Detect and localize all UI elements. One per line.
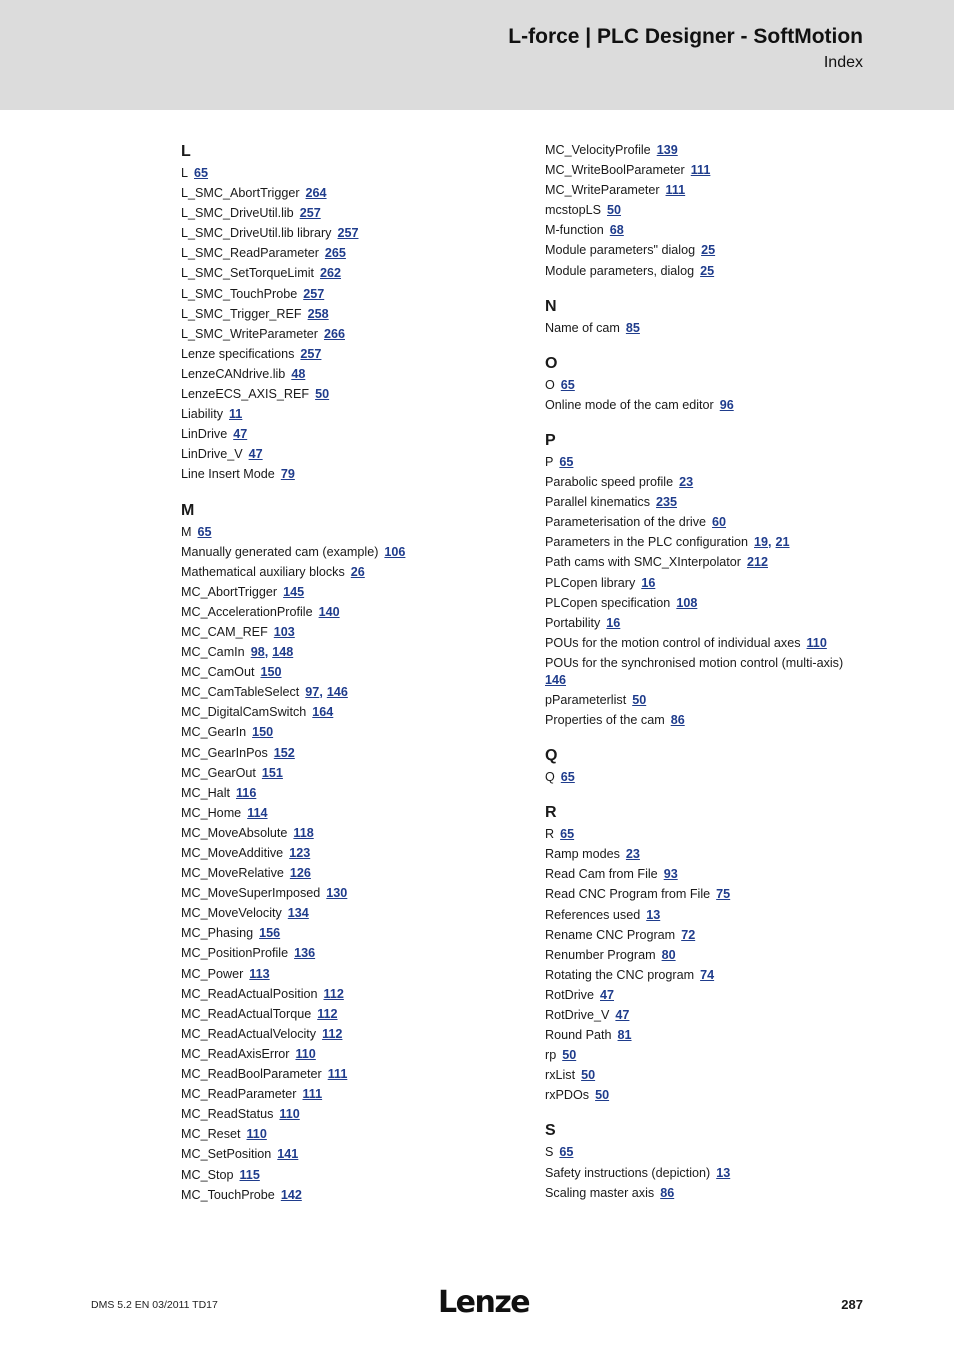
page-link[interactable]: 118 xyxy=(293,825,314,840)
lenze-logo: Lenze xyxy=(438,1285,530,1320)
page-link[interactable]: 212 xyxy=(746,555,768,570)
page-link[interactable]: 111 xyxy=(327,1067,348,1082)
page-link[interactable]: 257 xyxy=(299,206,321,221)
index-entry xyxy=(181,1064,521,1084)
index-entry xyxy=(545,985,875,1005)
index-term: PLCopen specification xyxy=(545,595,671,610)
page-link[interactable]: 257 xyxy=(337,226,359,241)
index-entry xyxy=(545,767,875,787)
index-entry xyxy=(181,1044,521,1064)
page-link[interactable]: 112 xyxy=(323,986,344,1001)
page-link[interactable]: 142 xyxy=(280,1187,302,1202)
index-term: MC_WriteParameter xyxy=(545,183,660,198)
page-link[interactable]: 262 xyxy=(320,266,342,281)
page-link[interactable]: 16 xyxy=(606,615,621,630)
page-link[interactable]: 134 xyxy=(287,906,309,921)
page-link[interactable]: 47 xyxy=(248,447,263,462)
page-link[interactable]: 50 xyxy=(562,1048,577,1063)
index-term: MC_Home xyxy=(181,805,242,820)
index-entry xyxy=(545,690,875,710)
page-link[interactable]: 151 xyxy=(261,765,283,780)
page-link[interactable]: 47 xyxy=(600,987,615,1002)
index-term: MC_VelocityProfile xyxy=(545,143,651,157)
page-link[interactable]: 65 xyxy=(560,827,575,842)
index-term: MC_DigitalCamSwitch xyxy=(181,705,307,720)
index-entry xyxy=(181,304,521,324)
index-term: M-function xyxy=(545,223,604,238)
page-link[interactable]: 116 xyxy=(236,785,257,800)
page-link[interactable]: 148 xyxy=(272,645,294,660)
index-term: LinDrive_V xyxy=(181,447,243,462)
index-letter-heading: R xyxy=(545,804,557,822)
index-entry xyxy=(545,200,875,220)
index-term: POUs for the synchronised motion control (multi-axis) xyxy=(545,655,844,670)
page-link[interactable]: 130 xyxy=(326,886,348,901)
index-term: L xyxy=(181,166,189,180)
index-term: Q xyxy=(545,770,555,785)
page-link[interactable]: 139 xyxy=(656,143,678,157)
index-term: L_SMC_SetTorqueLimit xyxy=(181,266,314,281)
page-link[interactable]: 75 xyxy=(716,887,731,902)
index-entry xyxy=(545,180,875,200)
page-link[interactable]: 257 xyxy=(303,286,325,301)
page-link[interactable]: 108 xyxy=(676,595,698,610)
page-link[interactable]: 265 xyxy=(324,246,346,261)
index-letter-heading: L xyxy=(181,143,191,160)
index-term: pParameterlist xyxy=(545,692,627,707)
page-link[interactable]: 114 xyxy=(247,805,268,820)
index-entry xyxy=(545,375,875,395)
page-link[interactable]: 103 xyxy=(273,624,295,639)
index-entry xyxy=(545,552,875,572)
page-link[interactable]: 258 xyxy=(307,306,329,321)
index-term: MC_ReadStatus xyxy=(181,1107,274,1122)
page-link[interactable]: 47 xyxy=(615,1008,630,1022)
index-term: MC_WriteBoolParameter xyxy=(545,163,685,178)
page-separator: , xyxy=(768,535,772,550)
index-term: MC_TouchProbe xyxy=(181,1187,275,1202)
index-term: Rotating the CNC program xyxy=(545,967,695,982)
index-entry xyxy=(545,573,875,593)
index-term: MC_CamOut xyxy=(181,665,255,680)
page-link[interactable]: 65 xyxy=(559,1145,574,1160)
page-link[interactable]: 110 xyxy=(295,1046,316,1061)
index-term: S xyxy=(545,1145,554,1160)
page-link[interactable]: 110 xyxy=(806,635,827,650)
index-entry xyxy=(181,843,521,863)
index-term: Scaling master axis xyxy=(545,1185,655,1200)
index-entry xyxy=(545,1085,875,1105)
index-term: mcstopLS xyxy=(545,203,601,218)
index-term: MC_CamIn xyxy=(181,645,245,660)
index-term: RotDrive_V xyxy=(545,1008,610,1022)
index-entry xyxy=(545,965,875,985)
page-link[interactable]: 23 xyxy=(625,847,640,862)
index-term: P xyxy=(545,454,554,469)
index-letter-heading: N xyxy=(545,297,557,315)
index-term: Round Path xyxy=(545,1028,612,1043)
page-link[interactable]: 106 xyxy=(384,544,406,559)
index-entry xyxy=(545,1163,875,1183)
page-link[interactable]: 111 xyxy=(665,183,686,198)
index-term: Module parameters, dialog xyxy=(545,263,695,278)
index-entry xyxy=(545,925,875,945)
index-entry xyxy=(181,404,521,424)
page-link[interactable]: 150 xyxy=(252,725,274,740)
index-entry xyxy=(181,903,521,923)
page-link[interactable]: 72 xyxy=(681,927,696,942)
index-term: MC_GearInPos xyxy=(181,745,268,760)
index-term: LenzeCANdrive.lib xyxy=(181,366,286,381)
index-entry xyxy=(181,943,521,963)
page-link[interactable]: 235 xyxy=(656,495,678,510)
page-link[interactable]: 13 xyxy=(716,1165,731,1180)
index-entry xyxy=(545,710,875,730)
index-entry xyxy=(545,452,875,472)
index-entry xyxy=(545,653,875,690)
page-link[interactable]: 50 xyxy=(595,1088,610,1103)
index-term: Path cams with SMC_XInterpolator xyxy=(545,555,741,570)
page-link[interactable]: 112 xyxy=(317,1006,338,1021)
document-title: L-force | PLC Designer - SoftMotion xyxy=(508,25,863,48)
index-entry xyxy=(181,743,521,763)
index-term: MC_MoveRelative xyxy=(181,866,284,881)
index-entry xyxy=(181,722,521,742)
index-entry xyxy=(181,1165,521,1185)
page-link[interactable]: 81 xyxy=(617,1028,632,1043)
index-term: MC_Phasing xyxy=(181,926,254,941)
page-link[interactable]: 65 xyxy=(559,454,574,469)
page-link[interactable]: 97 xyxy=(305,685,320,700)
index-entry xyxy=(181,883,521,903)
index-term: Read CNC Program from File xyxy=(545,887,711,902)
index-entry xyxy=(181,522,521,542)
index-term: MC_Halt xyxy=(181,785,230,800)
page-link[interactable]: 65 xyxy=(197,524,212,539)
index-term: Name of cam xyxy=(545,320,620,335)
page-link[interactable]: 13 xyxy=(646,907,661,922)
index-letter-heading: O xyxy=(545,354,558,372)
index-term: LinDrive xyxy=(181,427,228,442)
page-link[interactable]: 50 xyxy=(581,1068,596,1083)
index-entry xyxy=(181,562,521,582)
index-entry xyxy=(181,464,521,484)
index-entry xyxy=(545,633,875,653)
page-link[interactable]: 140 xyxy=(318,604,340,619)
index-entry xyxy=(181,444,521,464)
index-entry xyxy=(181,1104,521,1124)
index-entry xyxy=(181,284,521,304)
index-term: Portability xyxy=(545,615,601,630)
page-link[interactable]: 141 xyxy=(277,1147,299,1162)
index-entry xyxy=(545,160,875,180)
index-term: L_SMC_ReadParameter xyxy=(181,246,319,261)
index-entry xyxy=(181,183,521,203)
page-link[interactable]: 266 xyxy=(323,326,345,341)
index-term: Manually generated cam (example) xyxy=(181,544,379,559)
index-entry xyxy=(181,923,521,943)
index-term: Renumber Program xyxy=(545,947,656,962)
index-entry xyxy=(181,642,521,662)
index-entry xyxy=(181,364,521,384)
index-entry xyxy=(181,783,521,803)
page-link[interactable]: 11 xyxy=(229,407,243,422)
index-entry xyxy=(545,824,875,844)
page-link[interactable]: 65 xyxy=(560,377,575,392)
index-term: MC_ReadParameter xyxy=(181,1087,297,1102)
index-entry xyxy=(545,1025,875,1045)
page-link[interactable]: 85 xyxy=(625,320,640,335)
index-term: LenzeECS_AXIS_REF xyxy=(181,387,310,402)
index-term: MC_MoveAdditive xyxy=(181,846,284,860)
index-entry xyxy=(545,905,875,925)
index-term: MC_ReadActualVelocity xyxy=(181,1026,317,1041)
page-link[interactable]: 74 xyxy=(700,967,715,982)
index-entry xyxy=(545,1005,875,1025)
page-link[interactable]: 264 xyxy=(305,186,327,201)
index-entry xyxy=(545,844,875,864)
index-letter-heading: S xyxy=(545,1122,556,1140)
index-term: PLCopen library xyxy=(545,575,636,590)
page-link[interactable]: 136 xyxy=(294,946,316,961)
page-link[interactable]: 86 xyxy=(670,712,685,727)
page-link[interactable]: 111 xyxy=(302,1087,323,1102)
index-entry xyxy=(545,532,875,552)
index-letter-heading: M xyxy=(181,501,195,519)
page-link[interactable]: 50 xyxy=(607,203,622,218)
section-title: Index xyxy=(823,54,863,71)
page-link[interactable]: 156 xyxy=(259,926,281,941)
index-entry xyxy=(545,512,875,532)
index-entry xyxy=(545,472,875,492)
index-entry xyxy=(181,263,521,283)
index-term: R xyxy=(545,827,555,842)
index-term: MC_Reset xyxy=(181,1127,241,1142)
index-entry xyxy=(545,1142,875,1162)
index-entry xyxy=(181,1185,521,1205)
index-term: L_SMC_TouchProbe xyxy=(181,286,298,301)
index-term: MC_AccelerationProfile xyxy=(181,604,313,619)
page-header xyxy=(0,0,954,110)
index-term: MC_MoveSuperImposed xyxy=(181,886,321,901)
index-entry xyxy=(181,1124,521,1144)
index-term: L_SMC_AbortTrigger xyxy=(181,186,300,201)
index-entry xyxy=(181,163,521,183)
page-link[interactable]: 65 xyxy=(194,166,209,180)
index-term: L_SMC_DriveUtil.lib xyxy=(181,206,294,221)
page-link[interactable]: 68 xyxy=(609,223,624,238)
index-term: rxList xyxy=(545,1068,576,1083)
index-term: RotDrive xyxy=(545,987,594,1002)
index-term: Parabolic speed profile xyxy=(545,475,674,490)
index-entry xyxy=(181,803,521,823)
page-link[interactable]: 86 xyxy=(660,1185,675,1200)
index-entry xyxy=(545,318,875,338)
index-entry xyxy=(545,884,875,904)
page-link[interactable]: 115 xyxy=(239,1167,260,1182)
index-entry xyxy=(181,1144,521,1164)
index-entry xyxy=(545,240,875,260)
index-term: Properties of the cam xyxy=(545,712,665,727)
page-link[interactable]: 123 xyxy=(289,846,311,860)
index-term: MC_ReadActualTorque xyxy=(181,1006,312,1021)
page-link[interactable]: 79 xyxy=(280,467,295,482)
index-term: Mathematical auxiliary blocks xyxy=(181,564,345,579)
page-link[interactable]: 19 xyxy=(754,535,769,550)
index-term: MC_GearIn xyxy=(181,725,247,740)
page-link[interactable]: 110 xyxy=(279,1107,300,1122)
index-entry xyxy=(181,203,521,223)
index-term: Liability xyxy=(181,407,223,422)
page-link[interactable]: 257 xyxy=(300,346,322,361)
index-entry xyxy=(545,593,875,613)
index-entry xyxy=(181,582,521,602)
index-term: MC_ReadActualPosition xyxy=(181,986,318,1001)
index-term: O xyxy=(545,377,555,392)
index-entry xyxy=(181,424,521,444)
index-term: References used xyxy=(545,907,641,922)
page-link[interactable]: 110 xyxy=(246,1127,267,1142)
index-entry xyxy=(181,863,521,883)
page-link[interactable]: 50 xyxy=(632,692,647,707)
index-column-right xyxy=(545,140,875,1203)
page-link[interactable]: 152 xyxy=(273,745,295,760)
page-link[interactable]: 25 xyxy=(701,243,716,258)
index-entry xyxy=(181,602,521,622)
index-letter-heading: P xyxy=(545,431,556,449)
index-column-left xyxy=(181,140,521,1205)
page-link[interactable]: 145 xyxy=(283,584,305,599)
index-entry xyxy=(545,492,875,512)
index-entry xyxy=(181,324,521,344)
index-entry xyxy=(181,344,521,364)
index-term: Lenze specifications xyxy=(181,346,295,361)
page-link[interactable]: 146 xyxy=(326,685,348,700)
index-term: MC_Stop xyxy=(181,1167,234,1182)
page-link[interactable]: 21 xyxy=(775,535,790,550)
index-term: MC_PositionProfile xyxy=(181,946,289,961)
index-entry xyxy=(181,1084,521,1104)
index-entry xyxy=(181,384,521,404)
page-link[interactable]: 150 xyxy=(260,665,282,680)
index-entry xyxy=(181,763,521,783)
page-separator: , xyxy=(264,645,269,660)
index-entry xyxy=(181,622,521,642)
index-entry xyxy=(181,1004,521,1024)
index-entry xyxy=(181,662,521,682)
page-link[interactable]: 47 xyxy=(233,427,248,442)
index-entry xyxy=(181,702,521,722)
index-term: MC_AbortTrigger xyxy=(181,584,278,599)
page-link[interactable]: 26 xyxy=(350,564,365,579)
index-term: MC_Power xyxy=(181,966,244,981)
page-link[interactable]: 113 xyxy=(249,966,270,981)
index-entry xyxy=(181,243,521,263)
index-term: Line Insert Mode xyxy=(181,467,275,482)
index-entry xyxy=(545,1065,875,1085)
page-separator: , xyxy=(319,685,323,700)
index-entry xyxy=(181,984,521,1004)
index-entry xyxy=(181,823,521,843)
index-term: Module parameters" dialog xyxy=(545,243,696,258)
index-term: Parameterisation of the drive xyxy=(545,515,707,530)
page-link[interactable]: 48 xyxy=(291,366,306,381)
index-term: Ramp modes xyxy=(545,847,620,862)
page-link[interactable]: 60 xyxy=(712,515,727,530)
index-entry xyxy=(181,682,521,702)
page-link[interactable]: 23 xyxy=(679,475,694,490)
page-link[interactable]: 93 xyxy=(663,867,678,882)
index-entry xyxy=(545,613,875,633)
index-term: MC_ReadBoolParameter xyxy=(181,1067,322,1082)
index-term: L_SMC_Trigger_REF xyxy=(181,306,302,321)
page-link[interactable]: 126 xyxy=(289,866,311,881)
index-term: Read Cam from File xyxy=(545,867,658,882)
index-term: Online mode of the cam editor xyxy=(545,397,714,412)
index-term: rxPDOs xyxy=(545,1088,590,1103)
index-term: MC_CamTableSelect xyxy=(181,685,300,700)
index-entry xyxy=(545,261,875,281)
page-link[interactable]: 65 xyxy=(560,770,575,785)
page-link[interactable]: 96 xyxy=(719,397,734,412)
index-entry xyxy=(181,223,521,243)
index-entry xyxy=(545,220,875,240)
index-term: rp xyxy=(545,1048,557,1063)
page-link[interactable]: 112 xyxy=(322,1026,343,1041)
index-term: MC_MoveAbsolute xyxy=(181,825,288,840)
index-entry xyxy=(545,1045,875,1065)
index-term: Parameters in the PLC configuration xyxy=(545,535,749,550)
page-link[interactable]: 16 xyxy=(641,575,656,590)
index-entry xyxy=(545,1183,875,1203)
page-link[interactable]: 50 xyxy=(315,387,330,402)
page-number: 287 xyxy=(841,1297,863,1312)
index-entry xyxy=(181,542,521,562)
page-link[interactable]: 80 xyxy=(661,947,676,962)
document-id: DMS 5.2 EN 03/2011 TD17 xyxy=(91,1299,218,1311)
page-link[interactable]: 98 xyxy=(250,645,265,660)
index-entry xyxy=(181,964,521,984)
index-term: L_SMC_DriveUtil.lib library xyxy=(181,226,332,241)
page-link[interactable]: 146 xyxy=(545,672,567,687)
index-term: MC_MoveVelocity xyxy=(181,906,282,921)
index-term: MC_ReadAxisError xyxy=(181,1046,290,1061)
index-term: Safety instructions (depiction) xyxy=(545,1165,711,1180)
index-entry xyxy=(545,864,875,884)
page-link[interactable]: 25 xyxy=(700,263,715,278)
index-entry xyxy=(545,945,875,965)
index-term: M xyxy=(181,524,192,539)
index-term: L_SMC_WriteParameter xyxy=(181,326,318,341)
index-entry xyxy=(181,1024,521,1044)
index-term: MC_CAM_REF xyxy=(181,624,268,639)
index-term: MC_SetPosition xyxy=(181,1147,272,1162)
index-term: POUs for the motion control of individual axes xyxy=(545,635,801,650)
index-term: MC_GearOut xyxy=(181,765,256,780)
index-term: Parallel kinematics xyxy=(545,495,650,510)
index-entry xyxy=(545,395,875,415)
page-link[interactable]: 111 xyxy=(690,163,711,178)
index-entry xyxy=(545,140,875,160)
index-term: Rename CNC Program xyxy=(545,927,676,942)
page-link[interactable]: 164 xyxy=(312,705,334,720)
index-letter-heading: Q xyxy=(545,747,558,765)
